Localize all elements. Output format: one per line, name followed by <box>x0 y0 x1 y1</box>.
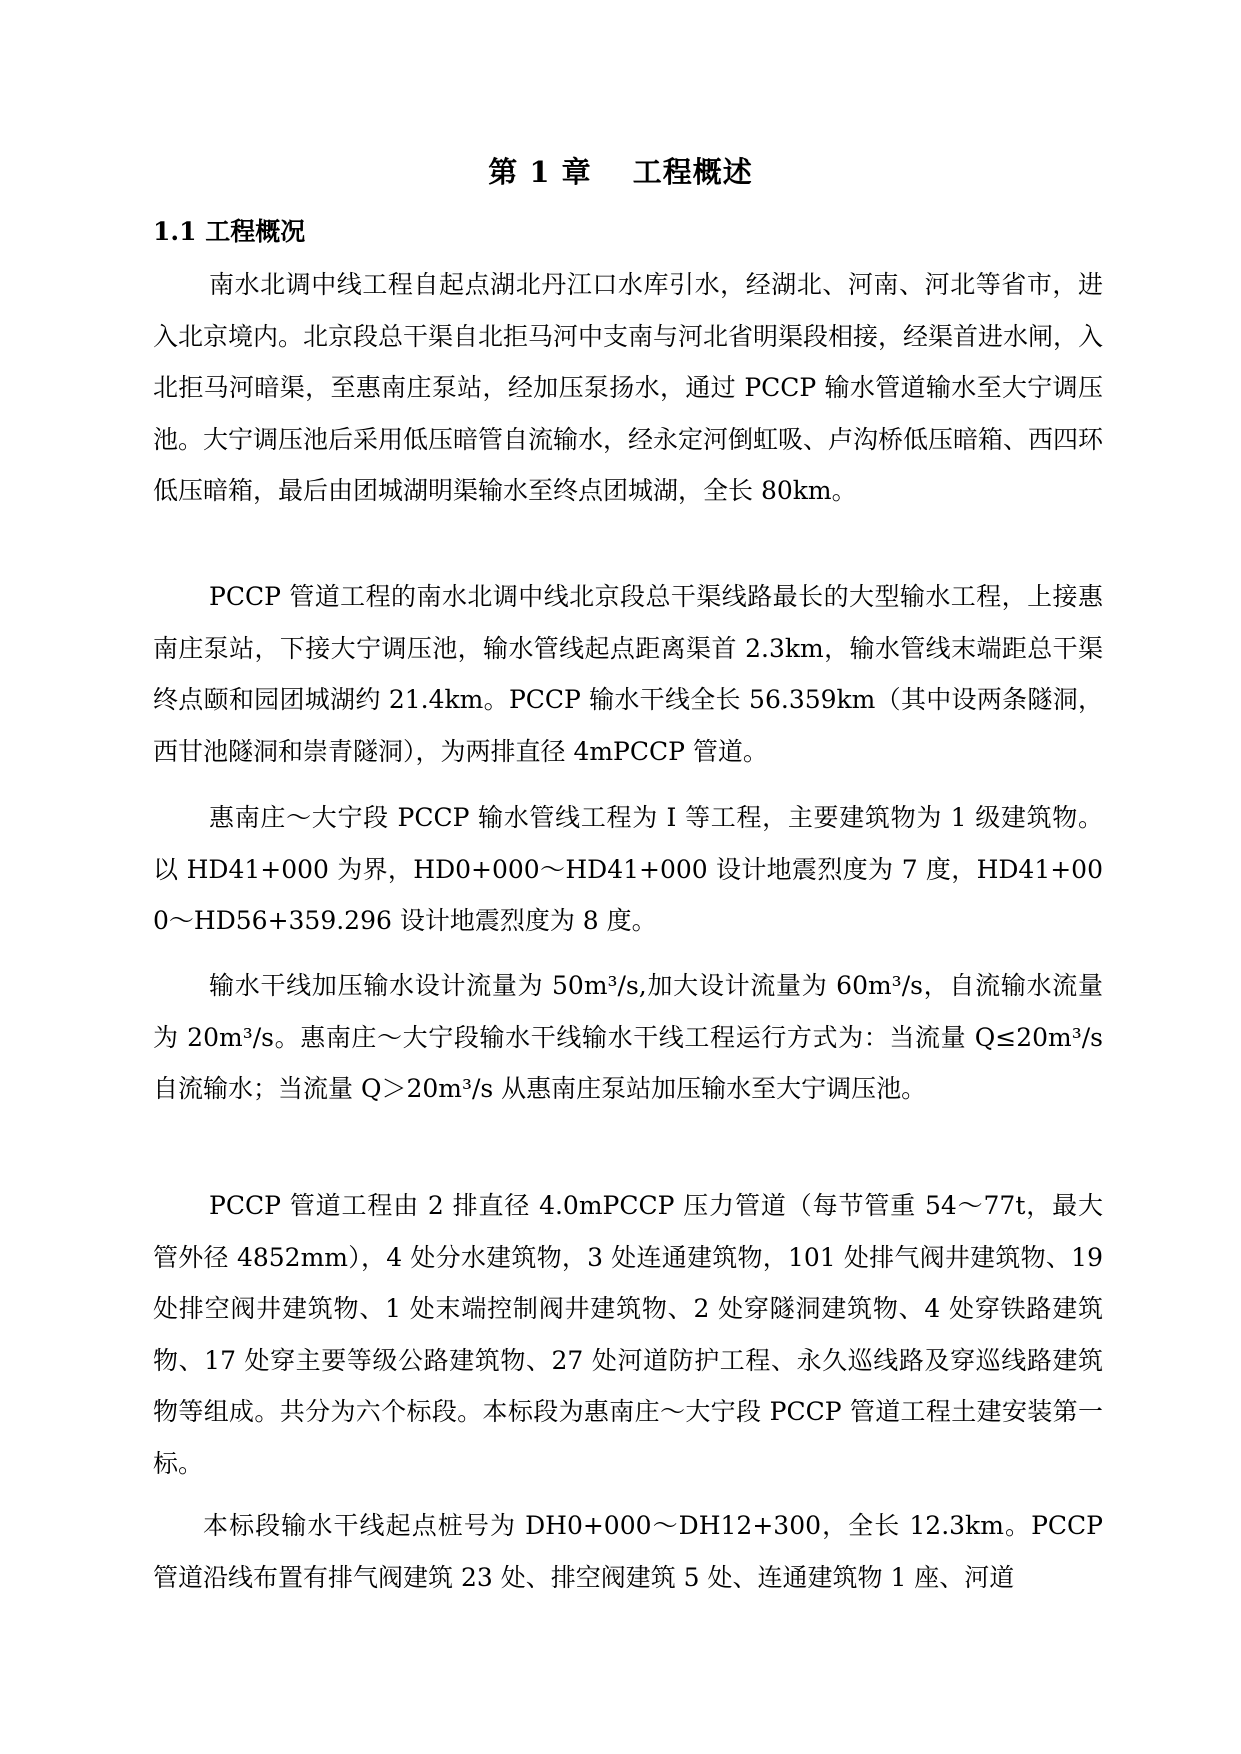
section-title: 1.1 工程概况 <box>153 217 306 246</box>
paragraph-composition: PCCP 管道工程由 2 排直径 4.0mPCCP 压力管道（每节管重 54～77t，最大管外径 4852mm），4 处分水建筑物，3 处连通建筑物，101 处排气阀井建筑物、19 处排空阀井建筑物、1 处末端控制阀井建筑物、2 处穿隧洞建筑物、4 处穿铁路建筑物、17 处穿主要等级公路建筑物、27 处河道防护工程、永久巡线路及穿巡线路建筑物等组成。共分为六个标段。本标段为惠南庄～大宁段 PCCP 管道工程土建安装第一标。 <box>153 1191 1103 1478</box>
chapter-title: 第 1 章 工程概述 <box>488 155 753 189</box>
paragraph-section-scope: 本标段输水干线起点桩号为 DH0+000～DH12+300，全长 12.3km。PCCP 管道沿线布置有排气阀建筑 23 处、排空阀建筑 5 处、连通建筑物 1 座、河道 <box>153 1511 1103 1592</box>
paragraph-overview: 南水北调中线工程自起点湖北丹江口水库引水，经湖北、河南、河北等省市，进入北京境内。北京段总干渠自北拒马河中支南与河北省明渠段相接，经渠首进水闸，入北拒马河暗渠，至惠南庄泵站，经加压泵扬水，通过 PCCP 输水管道输水至大宁调压池。大宁调压池后采用低压暗管自流输水，经永定河倒虹吸、卢沟桥低压暗箱、西四环低压暗箱，最后由团城湖明渠输水至终点团城湖，全长 80km。 <box>153 270 1104 505</box>
paragraph-seismic: 惠南庄～大宁段 PCCP 输水管线工程为 I 等工程，主要建筑物为 1 级建筑物。以 HD41+000 为界，HD0+000～HD41+000 设计地震烈度为 7 度，HD41+000～HD56+359.296 设计地震烈度为 8 度。 <box>153 803 1103 935</box>
paragraph-flow: 输水干线加压输水设计流量为 50m³/s,加大设计流量为 60m³/s，自流输水流量为 20m³/s。惠南庄～大宁段输水干线输水干线工程运行方式为：当流量 Q≤20m³/s 自流输水；当流量 Q＞20m³/s 从惠南庄泵站加压输水至大宁调压池。 <box>153 971 1103 1103</box>
paragraph-pccp-route: PCCP 管道工程的南水北调中线北京段总干渠线路最长的大型输水工程，上接惠南庄泵站，下接大宁调压池，输水管线起点距离渠首 2.3km，输水管线末端距总干渠终点颐和园团城湖约 21.4km。PCCP 输水干线全长 56.359km（其中设两条隧洞，西甘池隧洞和崇青隧洞），为两排直径 4mPCCP 管道。 <box>153 582 1103 766</box>
